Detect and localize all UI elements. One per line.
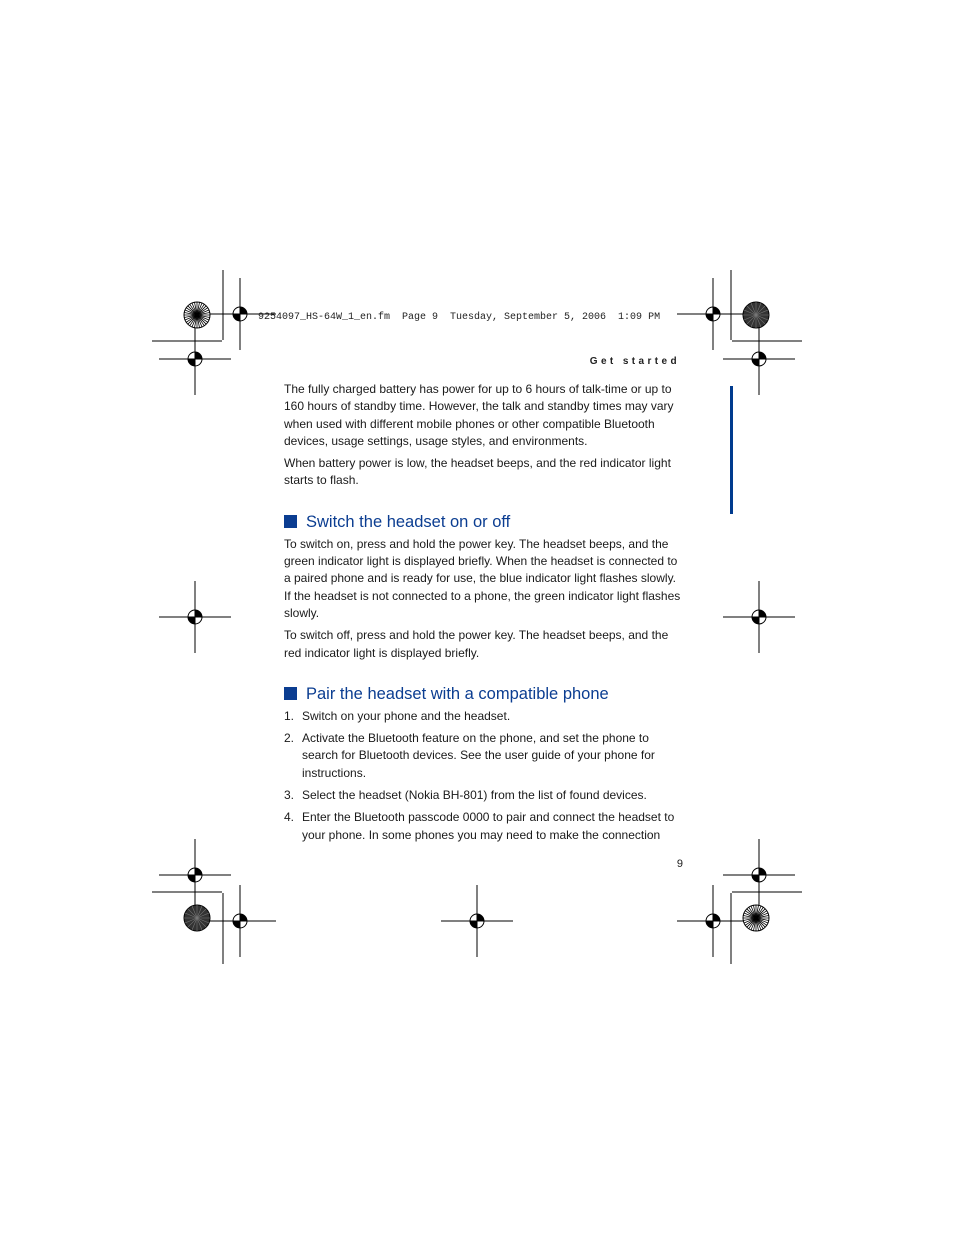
section-heading-pair xyxy=(284,684,684,704)
low-battery-paragraph: When battery power is low, the headset beeps, and the red indicator light starts to flash. xyxy=(284,456,671,488)
file-header: 9254097_HS-64W_1_en.fm Page 9 Tuesday, September 5, 2006 1:09 PM xyxy=(258,312,661,323)
section-tab-bar xyxy=(730,386,733,514)
step-number: 1. xyxy=(284,708,295,723)
square-bullet-icon xyxy=(284,515,297,528)
page-number: 9 xyxy=(676,858,683,870)
section-heading-switch xyxy=(284,512,684,532)
pairing-steps xyxy=(284,708,684,844)
step-number: 2. xyxy=(284,731,295,746)
step-text: Activate the Bluetooth feature on the phone, and set the phone to search for Bluetooth devices. See the user guide of your phone for instructions. xyxy=(302,731,655,780)
page-content xyxy=(284,381,684,849)
step-text: Enter the Bluetooth passcode 0000 to pair and connect the headset to your phone. In some phones you may need to make the connection xyxy=(302,810,675,842)
running-head: Get started xyxy=(589,356,680,367)
list-item xyxy=(284,708,684,725)
step-number: 3. xyxy=(284,788,295,803)
square-bullet-icon xyxy=(284,687,297,700)
list-item xyxy=(284,787,684,804)
step-text: Select the headset (Nokia BH-801) from the list of found devices. xyxy=(302,788,647,803)
battery-paragraph: The fully charged battery has power for up to 6 hours of talk-time or up to 160 hours of standby time. However, the talk and standby times may vary when used with different mobile phones or other compatible Bluetooth devices, usage settings, usage styles, and environments. xyxy=(284,382,674,448)
step-text: Switch on your phone and the headset. xyxy=(302,708,511,723)
step-number: 4. xyxy=(284,810,295,825)
switch-on-paragraph: To switch on, press and hold the power key. The headset beeps, and the green indicator light is displayed briefly. When the headset is connected to a paired phone and is ready for use, the blue indicator light flashes slowly. If the headset is not connected to a phone, the green indicator light flashes slowly. xyxy=(284,536,681,620)
section-heading-pair-text: Pair the headset with a compatible phone xyxy=(306,684,609,703)
list-item xyxy=(284,730,684,782)
list-item xyxy=(284,809,684,844)
switch-off-paragraph: To switch off, press and hold the power key. The headset beeps, and the red indicator light is displayed briefly. xyxy=(284,628,669,660)
section-heading-switch-text: Switch the headset on or off xyxy=(306,512,511,531)
